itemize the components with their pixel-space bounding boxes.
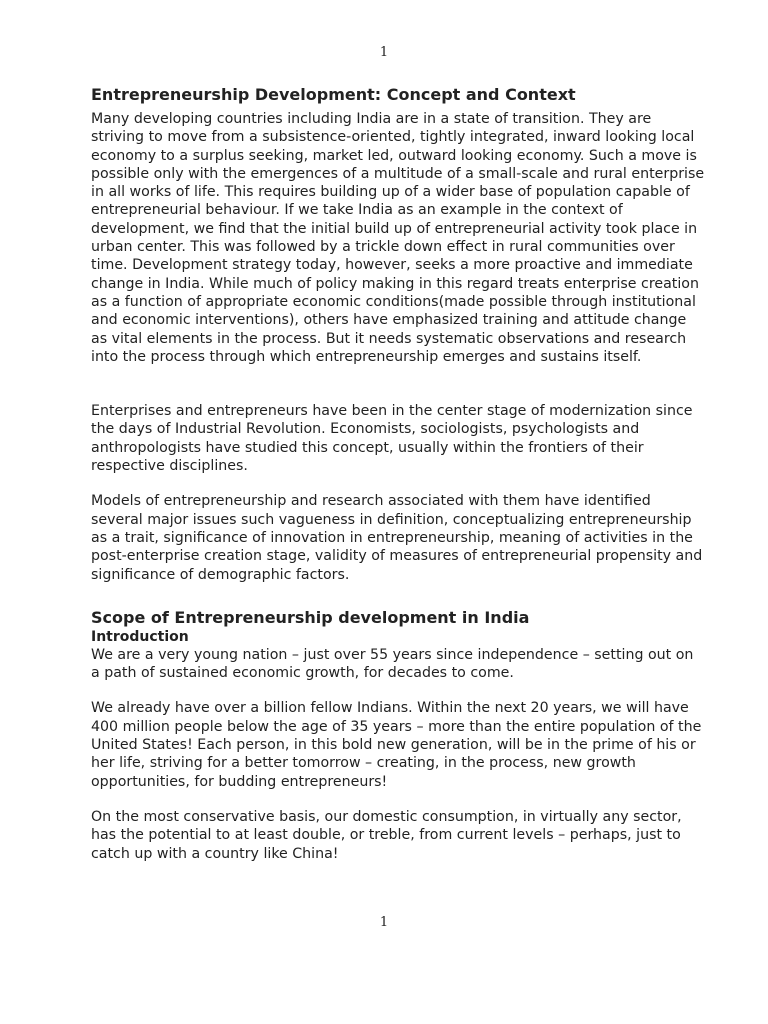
section-title-concept: Entrepreneurship Development: Concept and Context — [91, 85, 576, 104]
document-body — [91, 84, 706, 863]
paragraph-enterprises: Enterprises and entrepreneurs have been in the center stage of modernization since the days of Industrial Revolution. Economists, sociologists, psychologists and anthropologists have studied this concept, usually within the frontiers of their respective disciplines. — [91, 403, 693, 475]
page-number-top: 1 — [379, 45, 389, 60]
page-number-bottom: 1 — [379, 915, 389, 930]
section-title-scope: Scope of Entrepreneurship development in India — [91, 607, 530, 627]
paragraph-consumption: On the most conservative basis, our domestic consumption, in virtually any sector, has the potential to at least double, or treble, from current levels – perhaps, just to catch up with a country like China! — [91, 808, 682, 862]
paragraph-transition: Many developing countries including India are in a state of transition. They are striving to move from a subsistence-oriented, tightly integrated, inward looking local economy to a surplus seeking, market led, outward looking economy. Such a move is possible only with the emergences of a multitude of a small-scale and rural enterprise in all works of life. This requires building up of a wider base of population capable of entrepreneurial behaviour. If we take India as an example in the context of development, we find that the initial build up of entrepreneurial activity took place in urban center. This was followed by a trickle down effect in rural communities over time. Development strategy today, however, seeks a more proactive and immediate change in India. While much of policy making in this regard treats enterprise creation as a function of appropriate economic conditions(made possible through institutional and economic interventions), others have emphasized training and attitude change as vital elements in the process. But it needs systematic observations and research into the process through which entrepreneurship emerges and sustains itself. — [91, 111, 705, 365]
subsection-title-introduction: Introduction — [91, 628, 189, 645]
paragraph-models: Models of entrepreneurship and research associated with them have identified several major issues such vagueness in definition, conceptualizing entrepreneurship as a trait, significance of innovation in entrepreneurship, meaning of activities in the post-enterprise creation stage, validity of measures of entrepreneurial propensity and significance of demographic factors. — [91, 493, 703, 583]
paragraph-billion-indians: We already have over a billion fellow Indians. Within the next 20 years, we will have 400 million people below the age of 35 years – more than the entire population of the United States! Each person, in this bold new generation, will be in the prime of his or her life, striving for a better tomorrow – creating, in the process, new growth opportunities, for budding entrepreneurs! — [91, 700, 702, 790]
paragraph-young-nation: We are a very young nation – just over 55 years since independence – setting out on a path of sustained economic growth, for decades to come. — [91, 646, 694, 682]
